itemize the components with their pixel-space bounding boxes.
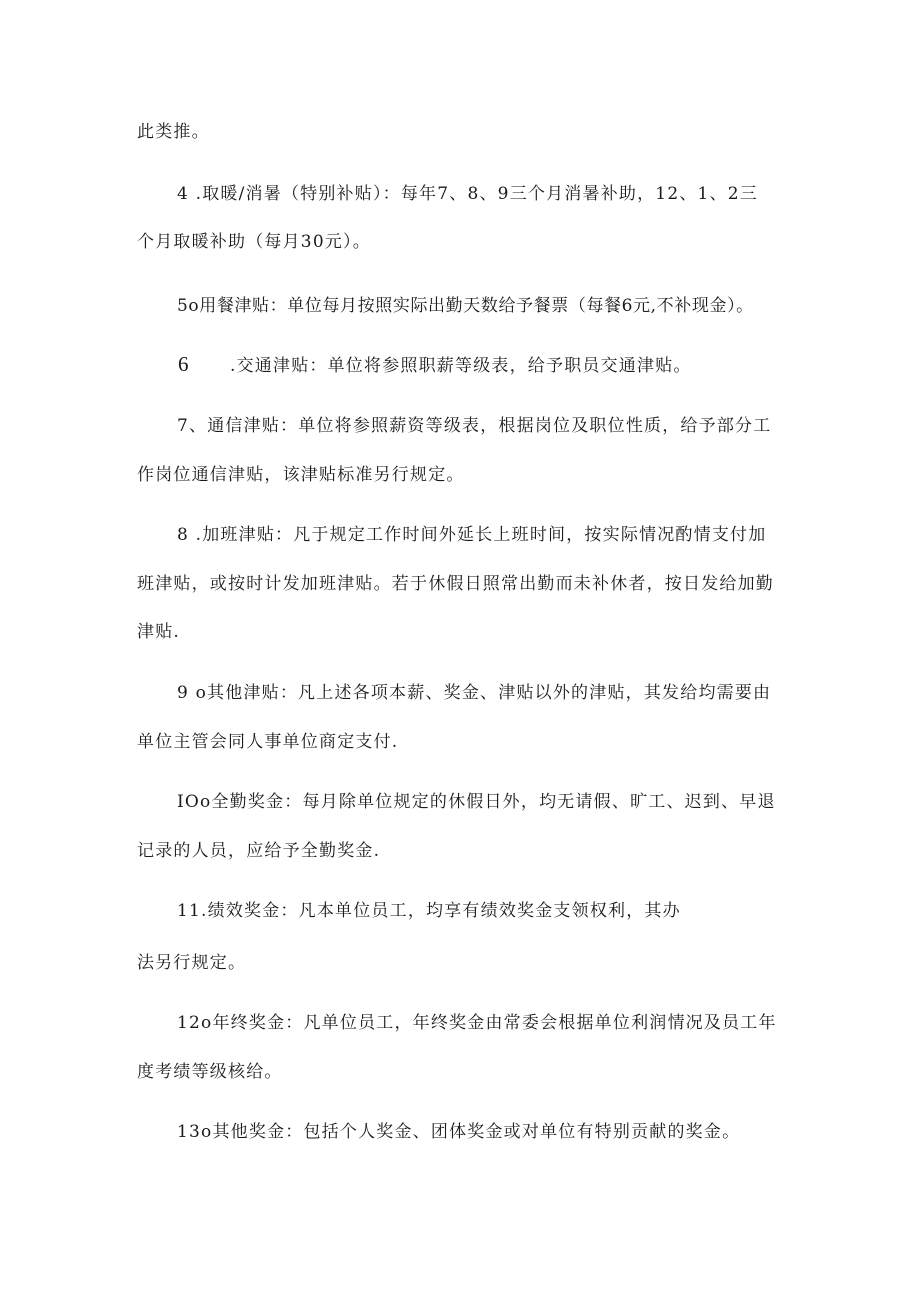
- text-line-3: 个月取暖补助（每月30元）。: [137, 232, 371, 252]
- text-line-4: 5o用餐津贴：单位每月按照实际出勤天数给予餐票（每餐6元,不补现金）。: [177, 296, 754, 316]
- text-line-15: 11.绩效奖金：凡本单位员工，均享有绩效奖金支领权利，其办: [177, 901, 681, 921]
- text-line-12: 单位主管会同人事单位商定支付.: [137, 732, 399, 752]
- text-line-2: 4 .取暖/消暑（特别补贴）：每年7、8、9三个月消暑补助，12、1、2三: [177, 184, 758, 204]
- text-line-9: 班津贴，或按时计发加班津贴。若于休假日照常出勤而未补休者，按日发给加勤: [137, 574, 774, 594]
- text-line-16: 法另行规定。: [137, 953, 247, 973]
- text-line-7: 作岗位通信津贴，该津贴标准另行规定。: [137, 465, 465, 485]
- text-line-1: 此类推。: [137, 122, 210, 142]
- text-line-14: 记录的人员，应给予全勤奖金.: [137, 841, 381, 861]
- text-line-13: IOo全勤奖金：每月除单位规定的休假日外，均无请假、旷工、迟到、早退: [177, 792, 776, 812]
- text-line-8: 8 .加班津贴：凡于规定工作时间外延长上班时间，按实际情况酌情支付加: [177, 525, 767, 545]
- text-line-18: 度考绩等级核给。: [137, 1062, 283, 1082]
- text-line-19: 13o其他奖金：包括个人奖金、团体奖金或对单位有特别贡献的奖金。: [177, 1122, 741, 1142]
- text-line-10: 津贴.: [137, 622, 181, 642]
- item-number-6: 6: [178, 352, 189, 376]
- text-line-11: 9 o其他津贴：凡上述各项本薪、奖金、津贴以外的津贴，其发给均需要由: [177, 683, 772, 703]
- text-line-17: 12o年终奖金：凡单位员工，年终奖金由常委会根据单位利润情况及员工年: [177, 1013, 777, 1033]
- text-line-5: .交通津贴：单位将参照职薪等级表，给予职员交通津贴。: [230, 356, 692, 376]
- text-line-6: 7、通信津贴：单位将参照薪资等级表，根据岗位及职位性质，给予部分工: [177, 416, 772, 436]
